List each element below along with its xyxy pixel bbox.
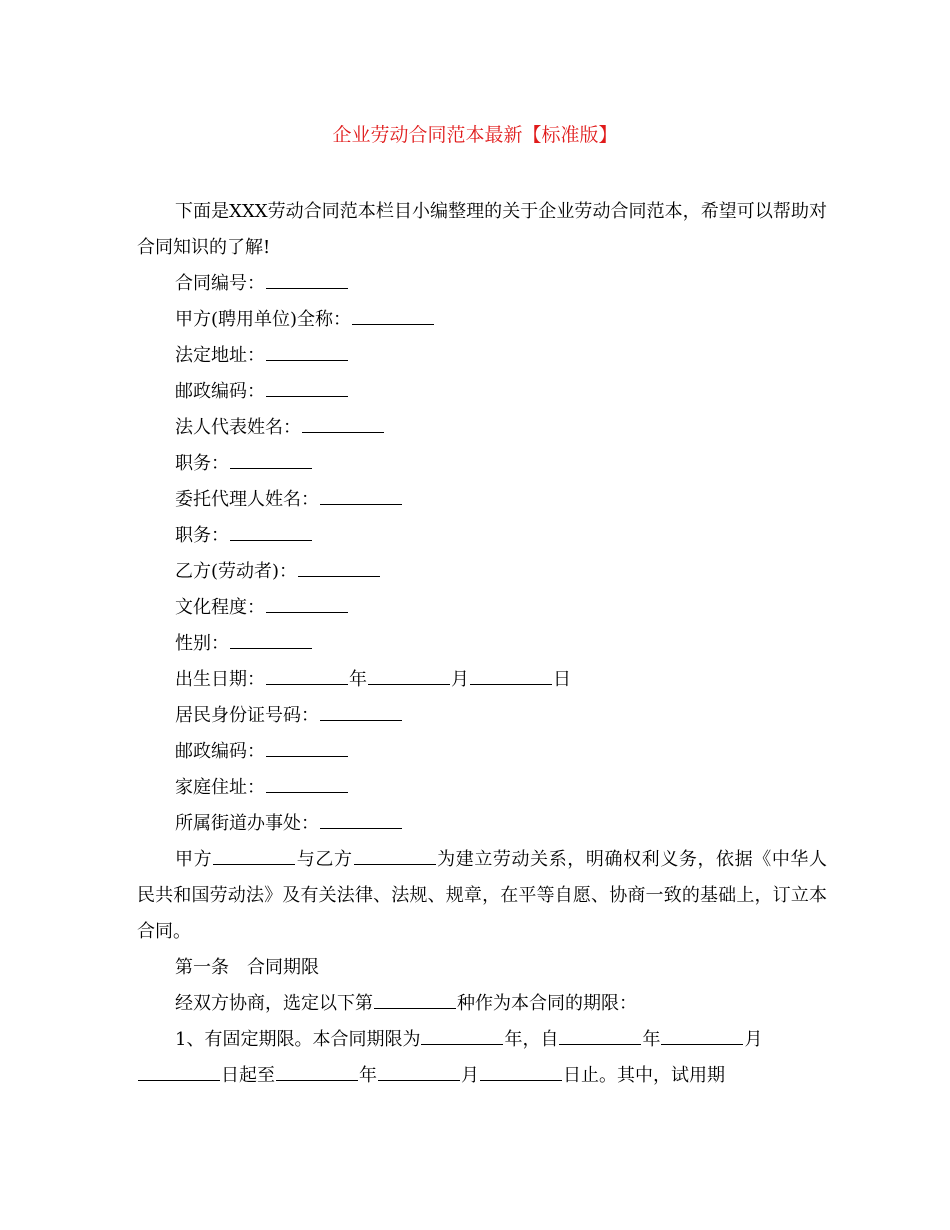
- field-label: 乙方(劳动者)：: [175, 561, 298, 582]
- fixed-term-text: 年: [642, 1029, 661, 1050]
- choice-suffix: 种作为本合同的期限：: [457, 993, 637, 1014]
- field-employer-name: [137, 302, 827, 338]
- field-position: [137, 446, 827, 482]
- field-legal-rep-name: [137, 410, 827, 446]
- fixed-term-text: 日止。其中，试用期: [563, 1065, 725, 1086]
- field-id-number: [137, 698, 827, 734]
- blank-line[interactable]: [421, 1030, 503, 1045]
- field-label: 法定地址：: [175, 345, 265, 366]
- blank-line[interactable]: [138, 1066, 220, 1081]
- field-label: 出生日期：: [175, 669, 265, 690]
- blank-line[interactable]: [302, 418, 384, 433]
- blank-line[interactable]: [559, 1030, 641, 1045]
- party-b-label: 与乙方: [296, 849, 353, 870]
- party-info-fields: [137, 266, 827, 842]
- field-position-2: [137, 518, 827, 554]
- field-contract-number: [137, 266, 827, 302]
- fixed-term-line-1: [137, 1022, 827, 1058]
- preamble-paragraph: [137, 842, 827, 950]
- blank-line[interactable]: [480, 1066, 562, 1081]
- field-label: 家庭住址：: [175, 777, 265, 798]
- blank-line[interactable]: [378, 1066, 460, 1081]
- field-label: 法人代表姓名：: [175, 417, 301, 438]
- fixed-term-text: 1、有固定期限。本合同期限为: [175, 1029, 421, 1050]
- intro-paragraph: 下面是XXX劳动合同范本栏目小编整理的关于企业劳动合同范本，希望可以帮助对合同知识的了解!: [137, 201, 827, 258]
- term-choice-line: [137, 986, 827, 1022]
- article-number: 第一条: [175, 957, 229, 978]
- blank-line[interactable]: [470, 670, 552, 685]
- blank-line[interactable]: [276, 1066, 358, 1081]
- field-street-office: [137, 806, 827, 842]
- blank-line[interactable]: [266, 274, 348, 289]
- field-label: 邮政编码：: [175, 741, 265, 762]
- field-employee: [137, 554, 827, 590]
- year-label: 年: [349, 669, 367, 690]
- blank-line[interactable]: [266, 346, 348, 361]
- blank-line[interactable]: [320, 706, 402, 721]
- field-agent-name: [137, 482, 827, 518]
- field-home-address: [137, 770, 827, 806]
- party-a-label: 甲方: [175, 849, 213, 870]
- blank-line[interactable]: [661, 1030, 743, 1045]
- blank-line[interactable]: [354, 850, 436, 865]
- blank-line[interactable]: [213, 850, 295, 865]
- blank-line[interactable]: [352, 310, 434, 325]
- choice-prefix: 经双方协商，选定以下第: [175, 993, 373, 1014]
- field-education: [137, 590, 827, 626]
- fixed-term-text: 日起至: [221, 1065, 275, 1086]
- blank-line[interactable]: [266, 670, 348, 685]
- article-title: 合同期限: [247, 957, 319, 978]
- blank-line[interactable]: [320, 490, 402, 505]
- blank-line[interactable]: [320, 814, 402, 829]
- blank-line[interactable]: [230, 634, 312, 649]
- preamble-text: 为建立劳动关系，明确权利义务，依据《中华人民共和国劳动法》及有关法律、法规、规章，在平等自愿、协商一致的基础上，订立本合同。: [137, 849, 828, 942]
- day-label: 日: [553, 669, 571, 690]
- blank-line[interactable]: [266, 742, 348, 757]
- field-postal-code-2: [137, 734, 827, 770]
- blank-line[interactable]: [266, 778, 348, 793]
- fixed-term-text: 月: [744, 1029, 763, 1050]
- blank-line[interactable]: [266, 598, 348, 613]
- blank-line[interactable]: [230, 526, 312, 541]
- fixed-term-text: 年，自: [504, 1029, 559, 1050]
- field-label: 文化程度：: [175, 597, 265, 618]
- field-label: 所属街道办事处：: [175, 813, 319, 834]
- blank-line[interactable]: [374, 994, 456, 1009]
- field-legal-address: [137, 338, 827, 374]
- blank-line[interactable]: [266, 382, 348, 397]
- fixed-term-text: 月: [461, 1065, 479, 1086]
- field-postal-code: [137, 374, 827, 410]
- fixed-term-text: 年: [359, 1065, 377, 1086]
- fixed-term-line-2: [137, 1058, 827, 1094]
- blank-line[interactable]: [368, 670, 450, 685]
- field-label: 职务：: [175, 453, 229, 474]
- field-label: 合同编号：: [175, 273, 265, 294]
- document-body: [137, 194, 827, 1094]
- document-title: 企业劳动合同范本最新【标准版】: [332, 124, 618, 146]
- field-label: 居民身份证号码：: [175, 705, 319, 726]
- blank-line[interactable]: [230, 454, 312, 469]
- field-label: 性别：: [175, 633, 229, 654]
- field-label: 委托代理人姓名：: [175, 489, 319, 510]
- field-label: 甲方(聘用单位)全称：: [175, 309, 352, 330]
- field-gender: [137, 626, 827, 662]
- article-heading: [137, 950, 827, 986]
- field-birth-date: [137, 662, 827, 698]
- field-label: 职务：: [175, 525, 229, 546]
- field-label: 邮政编码：: [175, 381, 265, 402]
- blank-line[interactable]: [298, 562, 380, 577]
- month-label: 月: [451, 669, 469, 690]
